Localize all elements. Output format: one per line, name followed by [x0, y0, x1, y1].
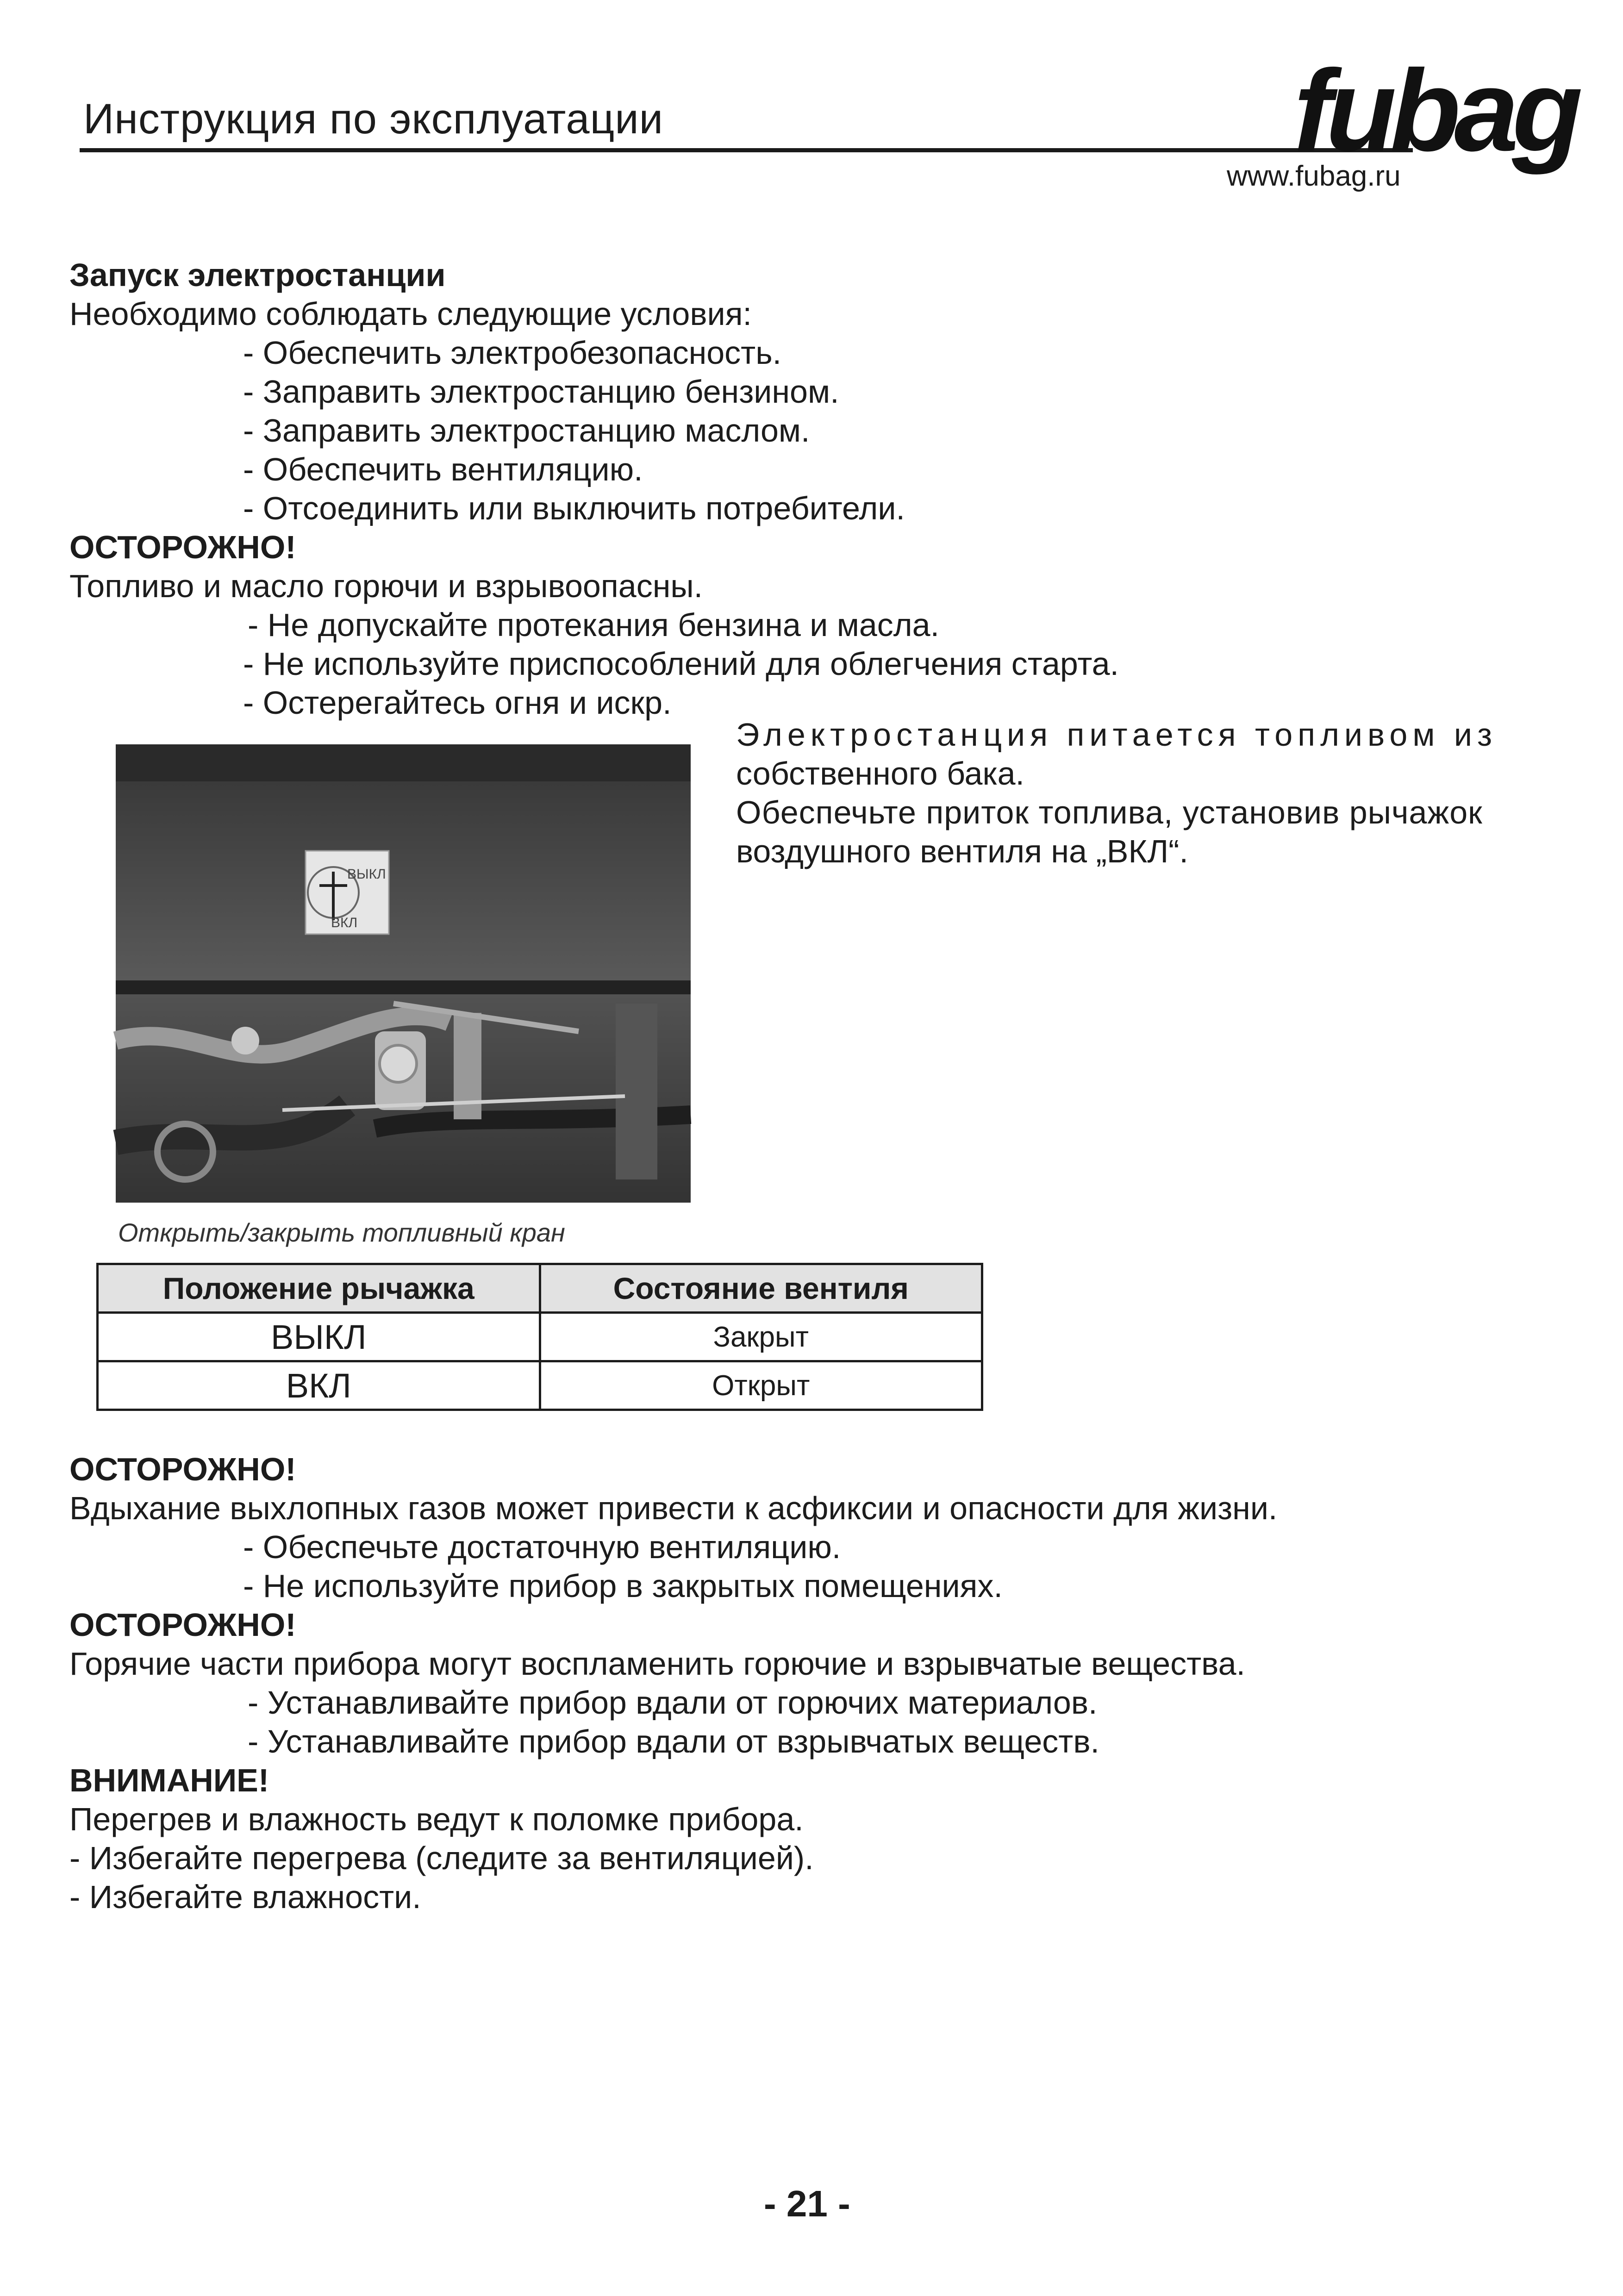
- page-number: - 21 -: [764, 2183, 850, 2224]
- warning-text: Топливо и масло горючи и взрывоопасны.: [69, 568, 703, 604]
- warning-item: - Не используйте прибор в закрытых помещениях.: [243, 1568, 1003, 1604]
- fuel-line: Обеспечьте приток топлива, установив рычажок: [736, 794, 1483, 830]
- valve-state: Закрыт: [713, 1321, 809, 1353]
- sticker-off-label: ВЫКЛ: [347, 867, 386, 882]
- warning-label: ОСТОРОЖНО!: [69, 1607, 296, 1643]
- fuel-line: воздушного вентиля на „ВКЛ“.: [736, 833, 1188, 869]
- logo-text: fubag: [1293, 46, 1577, 175]
- website-url[interactable]: www.fubag.ru: [1227, 160, 1401, 192]
- warning-item: - Устанавливайте прибор вдали от взрывчатых веществ.: [248, 1723, 1099, 1759]
- warning-text: Горячие части прибора могут воспламенить горючие и взрывчатые вещества.: [69, 1646, 1245, 1682]
- sticker-on-label: ВКЛ: [331, 915, 358, 930]
- lever-position: ВЫКЛ: [270, 1317, 367, 1356]
- fuel-line: Электростанция питается топливом из: [736, 717, 1498, 753]
- lever-position: ВКЛ: [286, 1366, 351, 1405]
- fuel-valve-photo: [116, 744, 691, 1203]
- table-cell: [98, 1361, 540, 1410]
- photo-caption: Открыть/закрыть топливный кран: [118, 1218, 565, 1247]
- attention-label: ВНИМАНИЕ!: [69, 1762, 269, 1798]
- table-cell: [540, 1361, 982, 1410]
- table-row: [98, 1361, 982, 1410]
- attention-item: - Избегайте перегрева (следите за вентиляцией).: [69, 1840, 814, 1876]
- warning-label: ОСТОРОЖНО!: [69, 1451, 296, 1487]
- condition-item: - Отсоединить или выключить потребители.: [243, 490, 905, 526]
- condition-item: - Обеспечить электробезопасность.: [243, 335, 782, 371]
- warning-item: - Остерегайтесь огня и искр.: [243, 685, 672, 721]
- column-header: Положение рычажка: [98, 1264, 540, 1313]
- attention-text: Перегрев и влажность ведут к поломке прибора.: [69, 1801, 804, 1837]
- warning-text: Вдыхание выхлопных газов может привести к асфиксии и опасности для жизни.: [69, 1490, 1278, 1526]
- table-row: [98, 1313, 982, 1361]
- fuel-supply-paragraph: [736, 715, 1546, 871]
- column-header: Состояние вентиля: [540, 1264, 982, 1313]
- warning-label: ОСТОРОЖНО!: [69, 529, 296, 565]
- fuel-line: собственного бака.: [736, 755, 1024, 792]
- attention-item: - Избегайте влажности.: [69, 1879, 421, 1915]
- warning-item: - Не используйте приспособлений для облегчения старта.: [243, 646, 1119, 682]
- valve-state: Открыт: [712, 1369, 810, 1402]
- section-heading: Запуск электростанции: [69, 257, 446, 293]
- table-cell: [540, 1313, 982, 1361]
- condition-item: - Заправить электростанцию маслом.: [243, 412, 810, 449]
- table-header-row: [98, 1264, 982, 1313]
- condition-item: - Заправить электростанцию бензином.: [243, 374, 839, 410]
- valve-position-table: [96, 1263, 983, 1411]
- header-divider: [80, 148, 1413, 152]
- fubag-logo: [1293, 46, 1577, 175]
- table-cell: [98, 1313, 540, 1361]
- warning-item: - Устанавливайте прибор вдали от горючих материалов.: [248, 1685, 1098, 1721]
- conditions-intro: Необходимо соблюдать следующие условия:: [69, 296, 752, 332]
- condition-item: - Обеспечить вентиляцию.: [243, 451, 643, 487]
- warning-item: - Не допускайте протекания бензина и масла.: [248, 607, 940, 643]
- document-title: Инструкция по эксплуатации: [83, 95, 664, 143]
- warning-item: - Обеспечьте достаточную вентиляцию.: [243, 1529, 841, 1565]
